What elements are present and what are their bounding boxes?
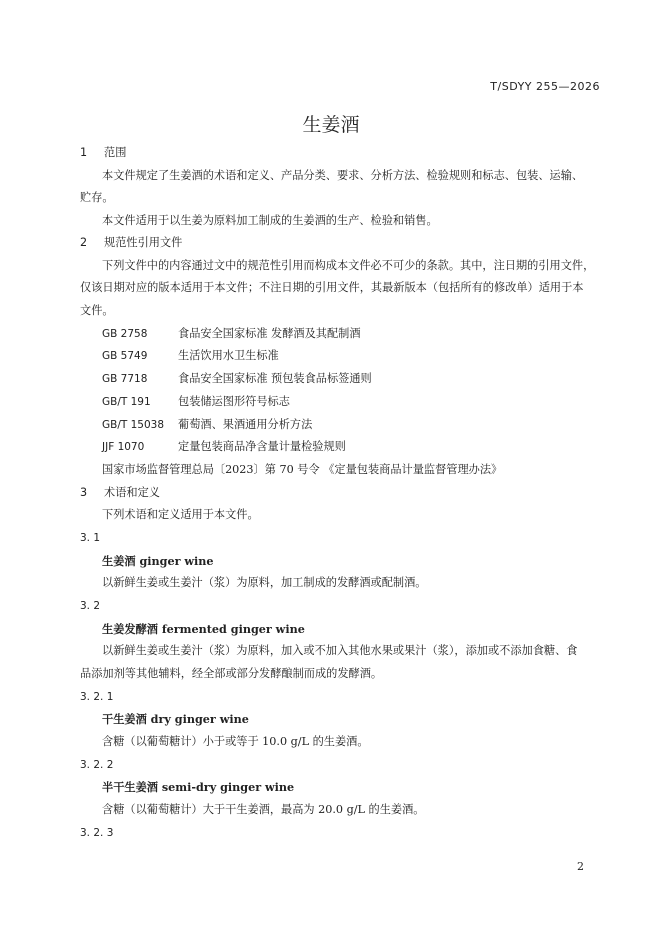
reference-item bbox=[102, 440, 346, 454]
standard-number: T/SDYY 255—2026 bbox=[490, 80, 600, 93]
paragraph: 下列文件中的内容通过文中的规范性引用而构成本文件必不可少的条款。其中，注日期的引用文件， bbox=[102, 259, 595, 272]
term-number: 3. 2. 2 bbox=[80, 759, 114, 771]
term-number: 3. 2. 3 bbox=[80, 827, 114, 839]
page-number: 2 bbox=[577, 860, 584, 873]
reference-code: GB 5749 bbox=[102, 350, 148, 362]
term-number: 3. 2 bbox=[80, 600, 101, 612]
reference-name: 葡萄酒、果酒通用分析方法 bbox=[178, 418, 313, 431]
paragraph: 文件。 bbox=[80, 304, 114, 317]
document-title: 生姜酒 bbox=[302, 114, 360, 136]
section-heading-1 bbox=[80, 146, 126, 160]
decree-reference: 国家市场监督管理总局〔2023〕第 70 号令 《定量包装商品计量监督管理办法》 bbox=[102, 463, 503, 476]
term-definition: 以新鲜生姜或生姜汁（浆）为原料，加入或不加入其他水果或果汁（浆），添加或不添加食糖、食 bbox=[102, 644, 578, 657]
term-definition: 含糖（以葡萄糖计）小于或等于 10.0 g/L 的生姜酒。 bbox=[102, 735, 369, 748]
reference-name: 食品安全国家标准 预包装食品标签通则 bbox=[178, 372, 372, 385]
term-definition: 含糖（以葡萄糖计）大于干生姜酒，最高为 20.0 g/L 的生姜酒。 bbox=[102, 803, 425, 816]
section-title: 规范性引用文件 bbox=[104, 236, 183, 249]
section-number: 1 bbox=[80, 146, 88, 159]
term-heading: 生姜发酵酒 fermented ginger wine bbox=[102, 622, 305, 636]
paragraph: 本文件规定了生姜酒的术语和定义、产品分类、要求、分析方法、检验规则和标志、包装、运输、 bbox=[102, 169, 584, 182]
reference-item bbox=[102, 327, 361, 341]
section-number: 3 bbox=[80, 486, 88, 499]
reference-item bbox=[102, 372, 372, 386]
reference-item bbox=[102, 395, 290, 409]
reference-name: 包装储运图形符号标志 bbox=[178, 395, 290, 408]
section-title: 术语和定义 bbox=[104, 486, 160, 499]
reference-item bbox=[102, 418, 312, 432]
reference-item bbox=[102, 349, 279, 363]
term-number: 3. 2. 1 bbox=[80, 691, 114, 703]
reference-code: GB/T 15038 bbox=[102, 419, 165, 431]
paragraph: 仅该日期对应的版本适用于本文件；不注日期的引用文件，其最新版本（包括所有的修改单）适用于本 bbox=[80, 281, 584, 294]
section-title: 范围 bbox=[104, 146, 127, 159]
reference-code: GB 2758 bbox=[102, 328, 148, 340]
paragraph: 本文件适用于以生姜为原料加工制成的生姜酒的生产、检验和销售。 bbox=[102, 214, 438, 227]
term-heading: 生姜酒 ginger wine bbox=[102, 554, 214, 568]
reference-code: GB 7718 bbox=[102, 373, 148, 385]
term-heading: 干生姜酒 dry ginger wine bbox=[102, 712, 249, 726]
term-heading: 半干生姜酒 semi-dry ginger wine bbox=[102, 780, 295, 794]
reference-name: 食品安全国家标准 发酵酒及其配制酒 bbox=[178, 327, 361, 340]
term-definition: 品添加剂等其他辅料，经全部或部分发酵酿制而成的发酵酒。 bbox=[80, 667, 383, 680]
reference-code: GB/T 191 bbox=[102, 396, 151, 408]
section-number: 2 bbox=[80, 236, 88, 249]
section-heading-3 bbox=[80, 486, 160, 500]
term-definition: 以新鲜生姜或生姜汁（浆）为原料，加工制成的发酵酒或配制酒。 bbox=[102, 576, 427, 589]
term-number: 3. 1 bbox=[80, 532, 101, 544]
reference-code: JJF 1070 bbox=[102, 441, 145, 453]
reference-name: 生活饮用水卫生标准 bbox=[178, 349, 279, 362]
reference-name: 定量包装商品净含量计量检验规则 bbox=[178, 440, 346, 453]
paragraph: 贮存。 bbox=[80, 191, 114, 204]
section-heading-2 bbox=[80, 236, 182, 250]
paragraph: 下列术语和定义适用于本文件。 bbox=[102, 508, 259, 521]
